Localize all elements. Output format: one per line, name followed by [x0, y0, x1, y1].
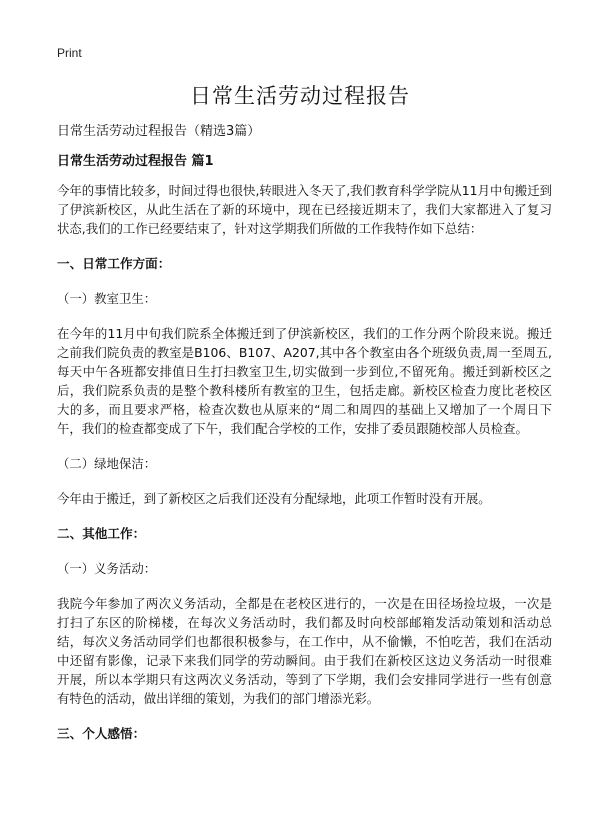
- page-title: 日常生活劳动过程报告: [190, 84, 410, 108]
- heading-daily-work: 一、日常工作方面：: [57, 256, 171, 271]
- print-label: Print: [57, 46, 82, 60]
- subheading-classroom: （一）教室卫生：: [57, 291, 157, 306]
- document-body: [57, 152, 552, 759]
- document-subtitle: 日常生活劳动过程报告（精选3篇）: [57, 124, 261, 139]
- section-title: 日常生活劳动过程报告 篇1: [57, 154, 214, 169]
- subheading-green: （二）绿地保洁：: [57, 456, 157, 471]
- subheading-volunteer: （一）义务活动：: [57, 561, 157, 576]
- heading-other-work: 二、其他工作：: [57, 526, 146, 541]
- classroom-paragraph: 在今年的11月中旬我们院系全体搬迁到了伊滨新校区，我们的工作分两个阶段来说。搬迁之前我们院负责的教室是B106、B107、A207,其中各个教室由各个班级负责,周一至周五,每天中午各班都安排值日生打扫教室卫生,切实做到一步到位,不留死角。搬迁到新校区之后，我们院系负责的是整个教科楼所有教室的卫生，包括走廊。新校区检查力度比老校区大的多，而且要求严格，检查次数也从原来的“周二和周四的基础上又增加了一个周日下午，我们的检查都变成了下午，我们配合学校的工作，安排了委员跟随校部人员检查。: [57, 326, 552, 436]
- green-paragraph: 今年由于搬迁，到了新校区之后我们还没有分配绿地，此项工作暂时没有开展。: [57, 491, 491, 506]
- heading-personal: 三、个人感悟：: [57, 726, 146, 741]
- intro-paragraph: 今年的事情比较多，时间过得也很快,转眼进入冬天了,我们教育科学学院从11月中旬搬迁到了伊滨新校区，从此生活在了新的环境中，现在已经接近期末了，我们大家都进入了复习状态,我们的工作已经要结束了，针对这学期我们所做的工作我特作如下总结：: [57, 183, 552, 236]
- volunteer-paragraph: 我院今年参加了两次义务活动，全都是在老校区进行的，一次是在田径场捡垃圾，一次是打扫了东区的阶梯楼，在每次义务活动时，我们都及时向校部邮箱发活动策划和活动总结，每次义务活动同学们也都很积极参与，在工作中，从不偷懒，不怕吃苦，我们在活动中还留有影像，记录下来我们同学的劳动瞬间。由于我们在新校区这边义务活动一时很难开展，所以本学期只有这两次义务活动，等到了下学期，我们会安排同学进行一些有创意有特色的活动，做出详细的策划，为我们的部门增添光彩。: [57, 596, 552, 706]
